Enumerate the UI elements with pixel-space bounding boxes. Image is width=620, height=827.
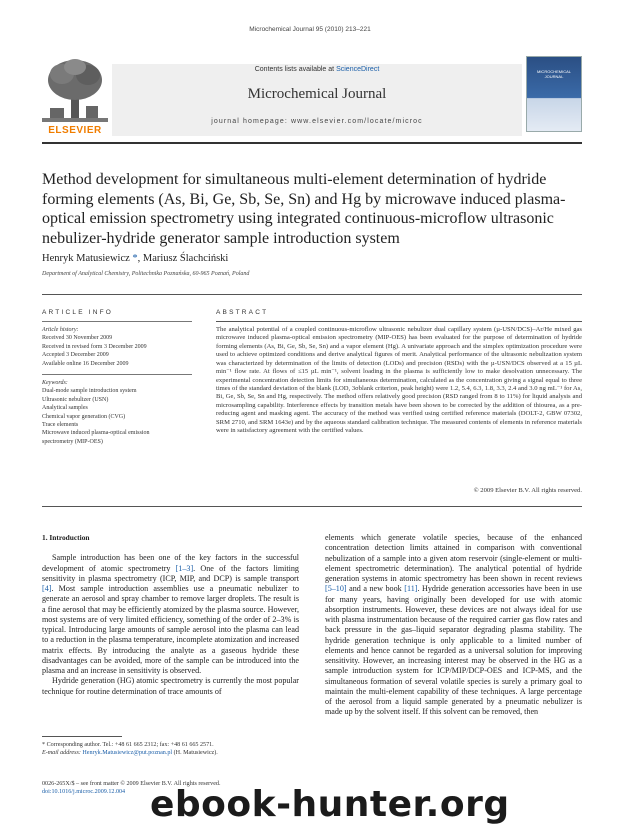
footnote-rule [42, 736, 122, 737]
watermark-text: ebook-hunter.org [150, 784, 510, 825]
email-label: E-mail address: [42, 750, 81, 756]
keyword-item: Microwave induced plasma-optical emission [42, 430, 150, 437]
corresponding-author-mark[interactable]: * [129, 253, 138, 264]
contents-prefix: Contents lists available at [254, 66, 335, 73]
history-item: Accepted 3 December 2009 [42, 352, 109, 359]
citation-link[interactable]: [1–3] [175, 563, 194, 573]
info-divider-1 [42, 321, 192, 322]
keyword-item: Chemical vapor generation (CVG) [42, 413, 126, 420]
header-rule [42, 142, 582, 144]
abstract-copyright: © 2009 Elsevier B.V. All rights reserved. [473, 487, 582, 494]
email-link[interactable]: Henryk.Matusiewicz@put.poznan.pl [80, 750, 173, 756]
paragraph [42, 553, 299, 676]
paragraph-text: and a new book [346, 584, 405, 594]
doi-link[interactable]: doi:10.1016/j.microc.2009.12.004 [42, 789, 126, 795]
paragraph-text: . One of the factors limiting sensitivity in plasma spectrometry (ICP, MIP, and DCP) is sample transport [42, 563, 299, 583]
article-authors [42, 253, 228, 264]
footnote-contact: * Corresponding author. Tel.: +48 61 665 2312; fax: +48 61 665 2571. [42, 742, 214, 748]
divider-top [42, 294, 582, 295]
article-history [42, 326, 192, 368]
journal-header [42, 56, 582, 136]
journal-cover-image [526, 56, 582, 132]
abstract-heading: ABSTRACT [216, 309, 269, 316]
abstract-text: The analytical potential of a coupled continuous-microflow ultrasonic nebulizer dual capillary system (µ-USN/DCS)–Ar/He mixed gas microwave induced plasma-optical emission spectrometry (MIP-OES) has been evaluated for the purpose of determination of hydride forming elements (As, Bi, Ge, Sb, Se, Sn) and a vapor element (Hg). A univariate approach and the simplex optimization procedure were used to achieve optimized conditions and derive analytical figures of merit. Analytical performance of the ultrasonic nebulization system was characterized by determination of the limits of detection (LODs) and precision (RSDs) with the µ-USN/DCS observed at a 15 µL min⁻¹ flow rate. At flows of ≤15 µL min⁻¹, solvent loading in the plasma is sufficiently low to make desolvation unnecessary. The experimental concentration detection limits for simultaneous determination, calculated as the concentration giving a signal equal to three times of the standard deviation of the blank (LOD, 3σblank criterion, peak height) were 1.2, 5.4, 6.3, 1.8, 3.3, 2.4 and 3.0 ng mL⁻¹ for As, Bi, Ge, Sb, Se, Sn and Hg, respectively. The method offers relatively good precision (RSD ranged from 8 to 11%) for liquid analysis and microsampling capability. Interference effects by transition metals have been shown to be corrected by the addition of thiourea, as a pre-reducing agent and masking agent. The accuracy of the method was verified using certified reference materials (DOLT-2, GBW 07302, SRM 2710, and SRM 1643e) and by the aqueous standard calibration technique. The measured contents of elements in reference materials were in satisfactory agreement with the certified values. [216, 326, 582, 435]
journal-name: Microchemical Journal [247, 86, 387, 102]
citation-link[interactable]: [4] [42, 584, 52, 593]
paragraph-text: Sample introduction has been one of the key factors in the successful development of atomic spectrometry [42, 553, 299, 573]
body-right-column [325, 533, 582, 718]
keywords-label: Keywords: [42, 380, 68, 386]
footnote-email-line [42, 749, 299, 757]
email-suffix: (H. Matusiewicz). [172, 750, 218, 756]
paragraph-text: elements which generate volatile species, because of the enhanced concentration detection limits attained in comparison with conventional nebulization of a sample into a given atom reservoir (single-element or multi-element spectrometric determination). The analytical potential of hydride generation systems in atomic spectrometry has been shown in recent reviews [325, 533, 582, 583]
paragraph [325, 533, 582, 718]
issn-line: 0026-265X/$ – see front matter © 2009 Elsevier B.V. All rights reserved. [42, 781, 221, 787]
history-item: Received 30 November 2009 [42, 335, 113, 342]
corresponding-author-footnote [42, 741, 299, 757]
paragraph-text: . Hydride generation accessories have been in use for many years, having originally been developed for use with atomic absorption instruments. However, these devices are not always ideal for use with plasma instrumentation because of the required carrier gas flow rates and back pressure in the gas–liquid separator degrading plasma stability. The hydride generation technique is only applicable to a limited number of elements and hence cannot be regarded as a universal solution for improving sensitivity. However, an increasing interest may be observed in the HG as a sample introduction system for ICP/MIP/DCP-OES and ICP-MS, and the simultaneous formation of several volatile species is surely a primary goal to maintain the multi-element capability of these techniques. A large percentage of the aerosol from a liquid sample generated by a pneumatic nebulizer is made up by the solvent itself. If this solvent can be removed, then [325, 584, 582, 717]
elsevier-tree-logo [42, 56, 108, 136]
paragraph: Hydride generation (HG) atomic spectrometry is currently the most popular technique for routine determination of trace amounts of [42, 676, 299, 696]
paragraph-text: . Most sample introduction assemblies use a pneumatic nebulizer to generate an aerosol and spray chamber to remove larger droplets. The result is a fine aerosol that may be efficiently atomized by the plasma source. However, most systems are of very limited efficiency, something of the order of 2–3% is typical. Introducing large amounts of sample aerosol into the plasma can lead to a reduction in the plasma temperature, incomplete atomization and increased matrix effects. By introducing the analyte as a gaseous hydride these disadvantages can be avoided, more of the sample can be introduced into the plasma and an increase in sensitivity is observed. [42, 584, 299, 675]
journal-banner [112, 64, 522, 136]
sciencedirect-link[interactable]: ScienceDirect [336, 66, 380, 73]
keyword-item: Trace elements [42, 422, 79, 429]
contents-line [112, 66, 522, 73]
history-label: Article history: [42, 327, 79, 333]
citation-link[interactable]: [5–10] [325, 584, 347, 594]
author-affiliation: Department of Analytical Chemistry, Politechnika Poznańska, 60-965 Poznań, Poland [42, 271, 250, 277]
journal-homepage[interactable]: journal homepage: www.elsevier.com/locate/microc [211, 118, 423, 125]
cover-title: MICROCHEMICAL JOURNAL [536, 69, 571, 80]
keyword-item: spectrometry (MIP-OES) [42, 438, 103, 445]
keyword-item: Analytical samples [42, 405, 88, 412]
tree-icon [42, 56, 108, 124]
article-title: Method development for simultaneous multi-element determination of hydride forming elements (As, Bi, Ge, Sb, Se, Sn) and Hg by microwave induced plasma-optical emission spectrometry using integrated continuous-microflow ultrasonic nebulizer-hydride generator sample introduction system [42, 171, 566, 247]
section-title: 1. Introduction [42, 533, 90, 542]
article-info-heading: ARTICLE INFO [42, 309, 114, 316]
citation-link[interactable]: [11] [404, 584, 418, 594]
author-1[interactable]: Henryk Matusiewicz [42, 253, 130, 264]
history-item: Received in revised form 3 December 2009 [42, 343, 147, 350]
body-left-column [42, 533, 299, 697]
keywords-list [42, 379, 192, 446]
journal-citation: Microchemical Journal 95 (2010) 213–221 [249, 26, 371, 33]
divider-bottom [42, 506, 582, 507]
info-divider-2 [42, 374, 192, 375]
keyword-item: Ultrasonic nebulizer (USN) [42, 396, 109, 403]
keyword-item: Dual-mode sample introduction system [42, 388, 137, 395]
elsevier-wordmark: ELSEVIER [48, 125, 102, 136]
abstract-divider [216, 321, 582, 322]
author-2[interactable]: , Mariusz Ślachciński [137, 253, 229, 264]
history-item: Available online 16 December 2009 [42, 360, 129, 367]
